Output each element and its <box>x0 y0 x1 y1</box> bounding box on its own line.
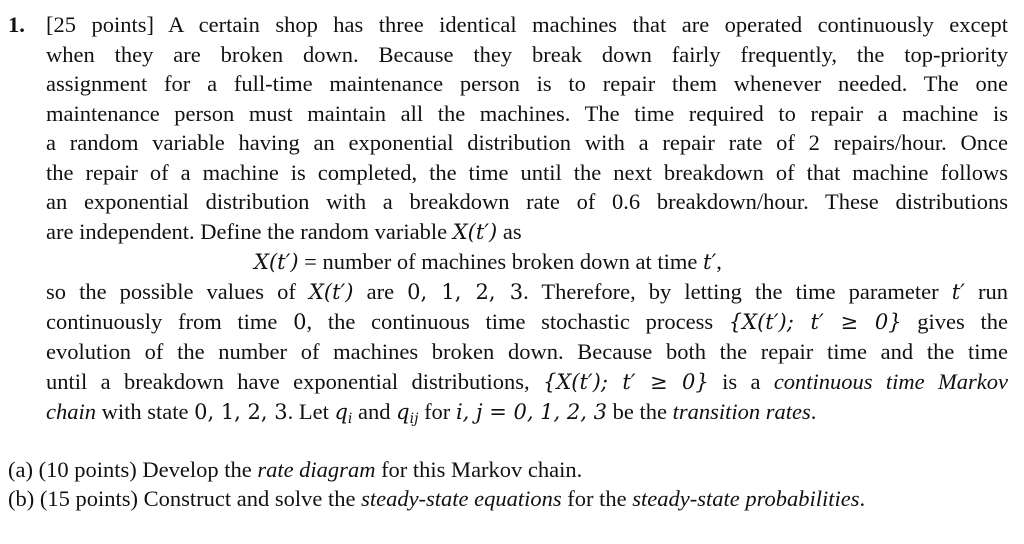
text-span: for this Markov chain. <box>375 457 583 482</box>
problem-line-6: the repair of a machine is completed, the time until the next breakdown of that machine follows <box>46 160 1008 185</box>
text-span: gives the <box>901 309 1008 334</box>
problem-line-3: assignment for a full-time maintenance person is to repair them whenever needed. The one <box>46 71 1008 96</box>
math-tprime: t′ <box>951 280 965 304</box>
part-a <box>8 455 582 485</box>
text-span: (b) (15 points) Construct and solve the <box>8 486 362 511</box>
text-span: for <box>418 399 456 424</box>
text-span: as <box>497 219 522 244</box>
problem-line-8 <box>46 217 522 247</box>
math-q: q <box>396 400 410 424</box>
emphasis-text: continuous time Markov <box>773 369 1008 394</box>
math-x-tprime: X(t′) <box>254 250 299 274</box>
emphasis-text: transition rates <box>672 399 811 424</box>
emphasis-text: chain <box>46 399 96 424</box>
problem-line-12: evolution of the number of machines broken down. Because both the repair time and the time <box>46 339 1008 364</box>
math-states: 0, 1, 2, 3 <box>194 400 288 424</box>
text-span: be the <box>606 399 673 424</box>
text-span: run <box>964 279 1009 304</box>
text-span: , <box>716 249 722 274</box>
text-span: is a <box>708 369 774 394</box>
problem-line-10 <box>46 277 1008 307</box>
math-process: {X(t′); t′ ≥ 0} <box>542 370 709 394</box>
math-subscript: ij <box>409 411 419 427</box>
math-states: 0, 1, 2, 3 <box>407 280 524 304</box>
problem-line-7: an exponential distribution with a breakdown rate of 0.6 breakdown/hour. These distributions <box>46 189 1008 214</box>
text-span: (a) (10 points) Develop the <box>8 457 258 482</box>
emphasis-text: rate diagram <box>257 457 376 482</box>
text-span: , the continuous time stochastic process <box>306 309 729 334</box>
math-q-i <box>334 400 353 427</box>
problem-line-4: maintenance person must maintain all the machines. The time required to repair a machine is <box>46 101 1008 126</box>
problem-line-11 <box>46 307 1008 337</box>
text-span: are <box>353 279 408 304</box>
text-span: . <box>859 486 866 511</box>
problem-line-13 <box>46 367 1008 397</box>
text-span: so the possible values of <box>46 279 309 304</box>
math-subscript: i <box>347 411 353 427</box>
math-q-ij <box>396 400 419 427</box>
math-tprime: t′ <box>703 250 717 274</box>
problem-line-2: when they are broken down. Because they break down fairly frequently, the top-priority <box>46 42 1008 67</box>
text-span: . <box>810 399 817 424</box>
problem-line-1: [25 points] A certain shop has three identical machines that are operated continuously except <box>46 12 1008 37</box>
text-span: with state <box>96 399 195 424</box>
text-span: until a breakdown have exponential distributions, <box>46 369 543 394</box>
math-q: q <box>334 400 348 424</box>
text-span: are independent. Define the random variable <box>46 219 453 244</box>
math-x-tprime: X(t′) <box>452 220 498 244</box>
problem-number <box>8 10 25 40</box>
text-span: continuously from time <box>46 309 294 334</box>
math-indices: i, j = 0, 1, 2, 3 <box>455 400 607 424</box>
text-span: for the <box>561 486 633 511</box>
problem-line-14 <box>46 397 816 427</box>
math-zero: 0 <box>293 310 307 334</box>
text-span: . Let <box>287 399 335 424</box>
text-span: and <box>352 399 397 424</box>
emphasis-text: steady-state equations <box>361 486 562 511</box>
text-span: = number of machines broken down at time <box>298 249 704 274</box>
part-b <box>8 484 865 514</box>
math-process: {X(t′); t′ ≥ 0} <box>728 310 902 334</box>
emphasis-text: steady-state probabilities <box>632 486 860 511</box>
math-x-tprime: X(t′) <box>308 280 354 304</box>
definition-line <box>254 247 722 277</box>
text-span: . Therefore, by letting the time parameter <box>523 279 952 304</box>
problem-number-label: 1. <box>8 12 25 37</box>
problem-line-5: a random variable having an exponential distribution with a repair rate of 2 repairs/hour. Once <box>46 130 1008 155</box>
